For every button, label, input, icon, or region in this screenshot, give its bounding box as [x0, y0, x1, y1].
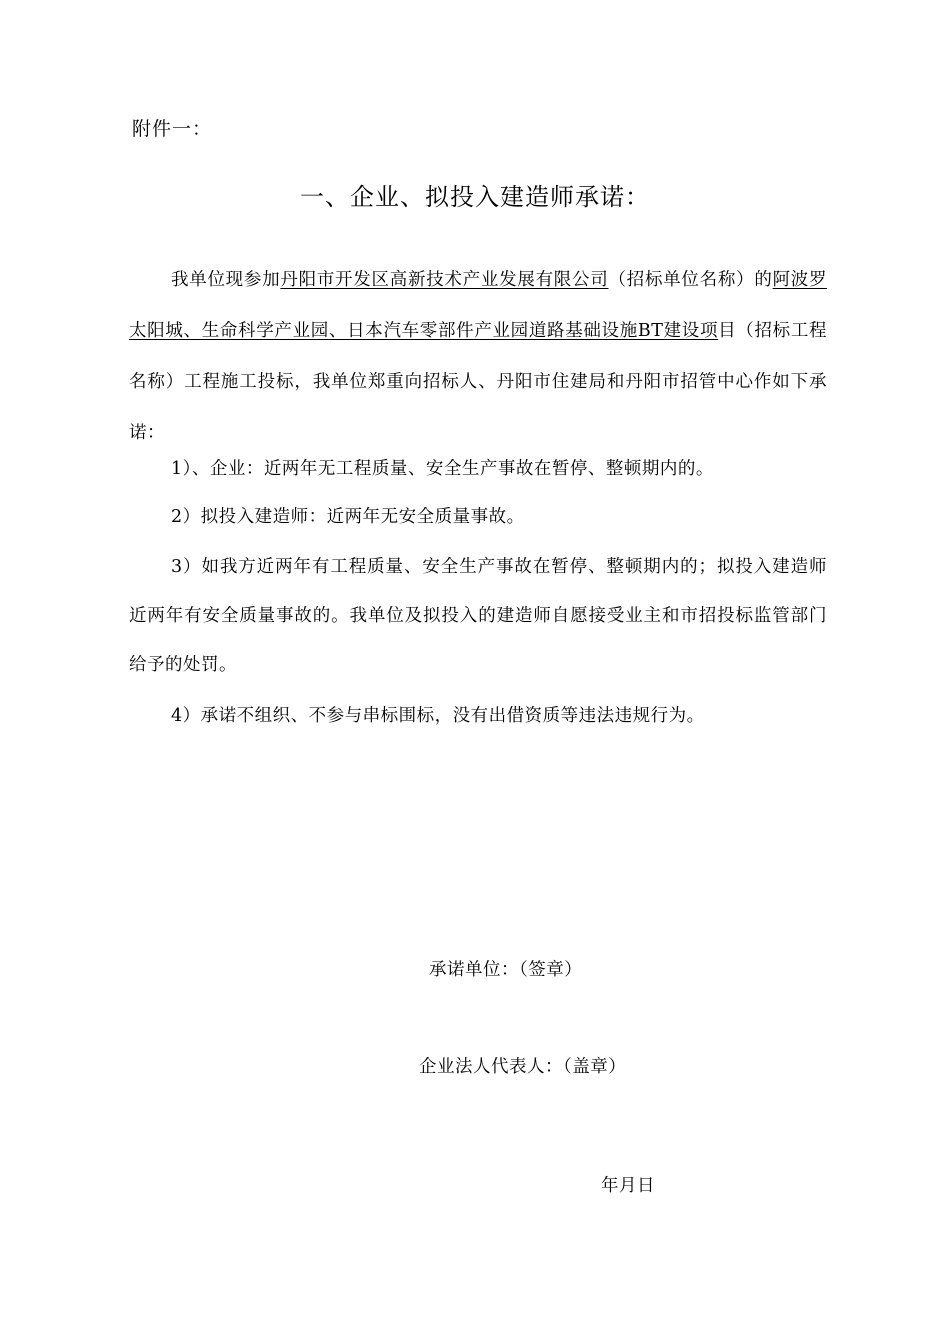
signature-legal-rep: 企业法人代表人：（盖章） — [419, 1057, 627, 1077]
commitment-item-3: 3）如我方近两年有工程质量、安全生产事故在暂停、整顿期内的；拟投入建造师近两年有安全质量事故的。我单位及拟投入的建造师自愿接受业主和市招投标监管部门给予的处罚。 — [129, 557, 827, 675]
intro-text-1: 我单位现参加 — [171, 270, 281, 290]
intro-paragraph — [129, 255, 827, 459]
annex-label: 附件一： — [132, 118, 213, 140]
commitment-item-1: 1）、企业：近两年无工程质量、安全生产事故在暂停、整顿期内的。 — [171, 459, 714, 479]
intro-text-2: （招标单位名称）的 — [608, 270, 773, 290]
document-title: 一、企业、拟投入建造师承诺： — [300, 183, 650, 211]
signature-unit: 承诺单位：（签章） — [429, 960, 583, 980]
tenderer-name: 丹阳市开发区高新技术产业发展有限公司 — [280, 270, 609, 290]
signature-date: 年月日 — [601, 1176, 655, 1196]
project-name: 阿波罗太阳城、生命科学产业园、日本汽车零部件产业园道路基础设施BT建设项 — [129, 270, 828, 341]
intro-text-3: 目（招标工程名称）工程施工投标，我单位郑重向招标人、丹阳市住建局和丹阳市招管中心作如下承诺： — [129, 321, 827, 443]
commitment-item-2: 2）拟投入建造师：近两年无安全质量事故。 — [171, 507, 525, 527]
commitment-item-4: 4）承诺不组织、不参与串标围标，没有出借资质等违法违规行为。 — [171, 706, 705, 726]
